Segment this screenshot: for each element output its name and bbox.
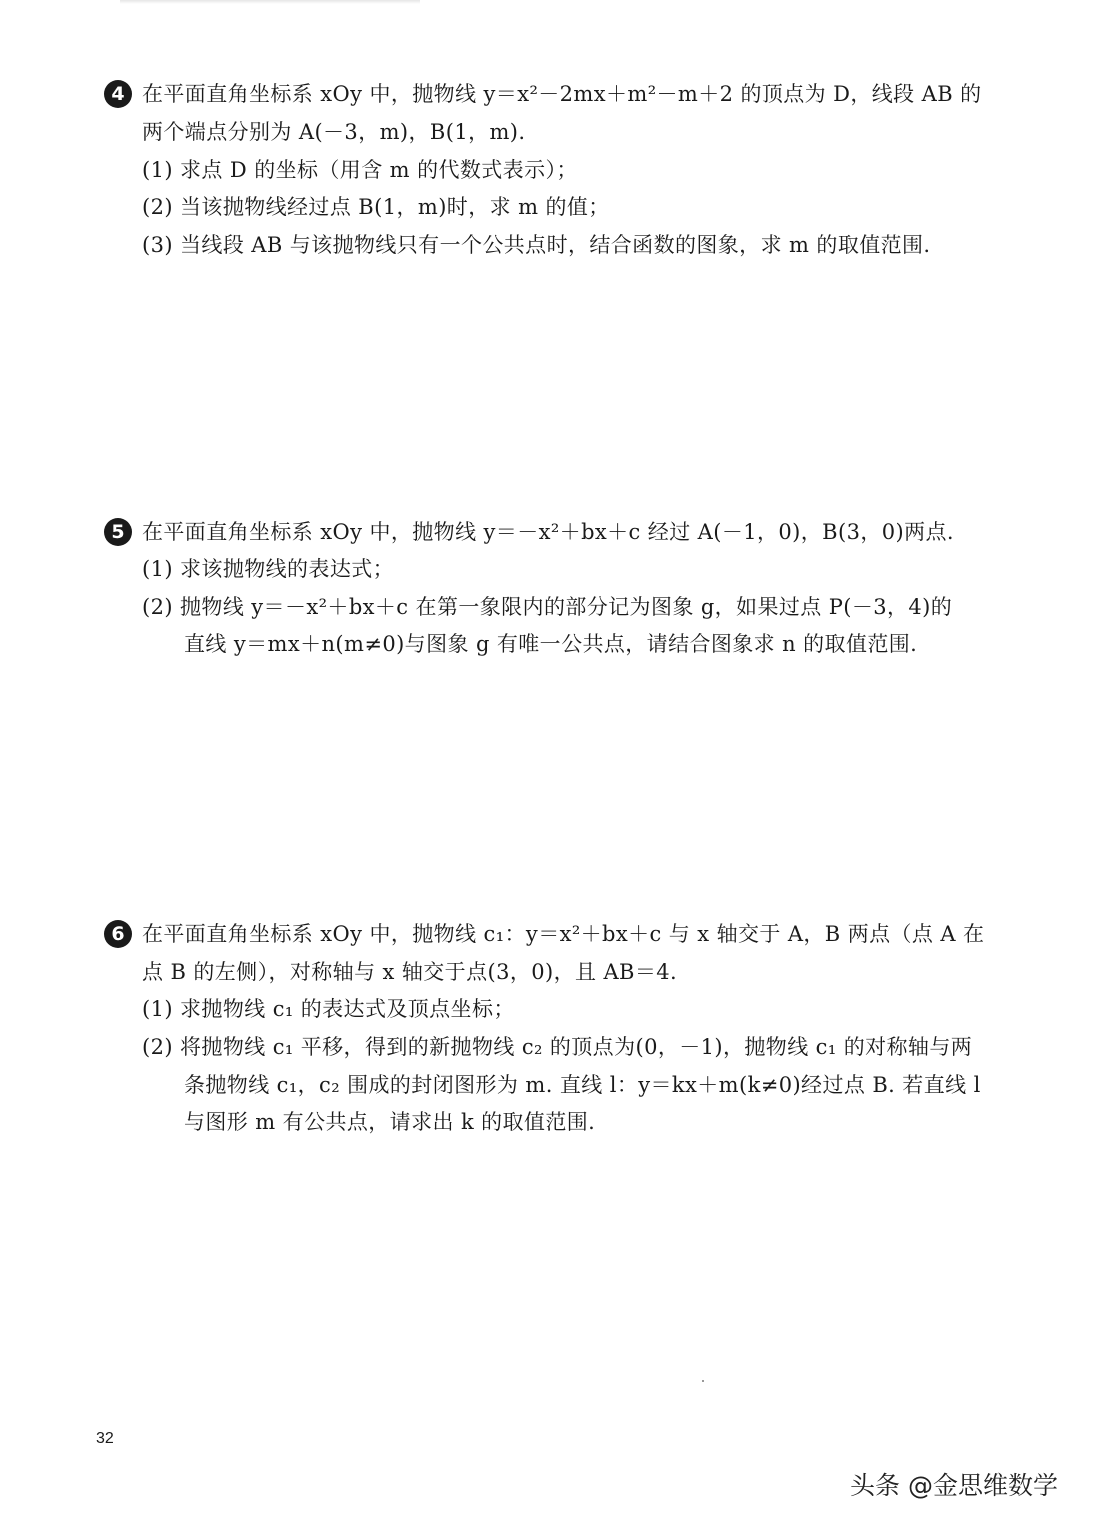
problem-5 — [104, 518, 1016, 668]
sub-question: (1) 求点 D 的坐标（用含 m 的代数式表示）； — [142, 158, 578, 182]
watermark: 头条 @金思维数学 — [850, 1471, 1058, 1500]
sub-question: (1) 求该抛物线的表达式； — [142, 557, 395, 581]
sub-question: (2) 抛物线 y＝－x²＋bx＋c 在第一象限内的部分记为图象 g，如果过点 P(－3，4)的 — [142, 595, 953, 619]
scan-speck — [702, 1380, 704, 1382]
problem-number-badge: 5 — [104, 518, 132, 546]
problem-4 — [104, 80, 1016, 270]
sub-question: (1) 求抛物线 c₁ 的表达式及顶点坐标； — [142, 997, 515, 1021]
problem-number-badge: 6 — [104, 920, 132, 948]
problem-statement: 在平面直角坐标系 xOy 中，抛物线 y＝x²－2mx＋m²－m＋2 的顶点为 D，线段 AB 的 — [142, 82, 982, 106]
problem-statement: 在平面直角坐标系 xOy 中，抛物线 c₁：y＝x²＋bx＋c 与 x 轴交于 A，B 两点（点 A 在 — [142, 922, 985, 946]
scan-edge-shadow — [120, 0, 420, 4]
problem-6 — [104, 920, 1016, 1140]
sub-question: (2) 将抛物线 c₁ 平移，得到的新抛物线 c₂ 的顶点为(0，－1)，抛物线 c₁ 的对称轴与两 — [142, 1035, 973, 1059]
sub-question-continuation: 条抛物线 c₁，c₂ 围成的封闭图形为 m. 直线 l：y＝kx＋m(k≠0)经过点 B. 若直线 l — [184, 1073, 981, 1097]
problem-number-badge: 4 — [104, 80, 132, 108]
sub-question-continuation: 与图形 m 有公共点，请求出 k 的取值范围. — [184, 1110, 596, 1134]
problem-statement: 两个端点分别为 A(－3，m)，B(1，m). — [142, 120, 526, 144]
page-number: 32 — [96, 1430, 114, 1447]
sub-question: (3) 当线段 AB 与该抛物线只有一个公共点时，结合函数的图象，求 m 的取值范围. — [142, 233, 931, 257]
problem-statement: 点 B 的左侧），对称轴与 x 轴交于点(3，0)，且 AB＝4. — [142, 960, 678, 984]
sub-question-continuation: 直线 y＝mx＋n(m≠0)与图象 g 有唯一公共点，请结合图象求 n 的取值范围. — [184, 632, 918, 656]
problem-statement: 在平面直角坐标系 xOy 中，抛物线 y＝－x²＋bx＋c 经过 A(－1，0)，B(3，0)两点. — [142, 520, 954, 544]
sub-question: (2) 当该抛物线经过点 B(1，m)时，求 m 的值； — [142, 195, 610, 219]
